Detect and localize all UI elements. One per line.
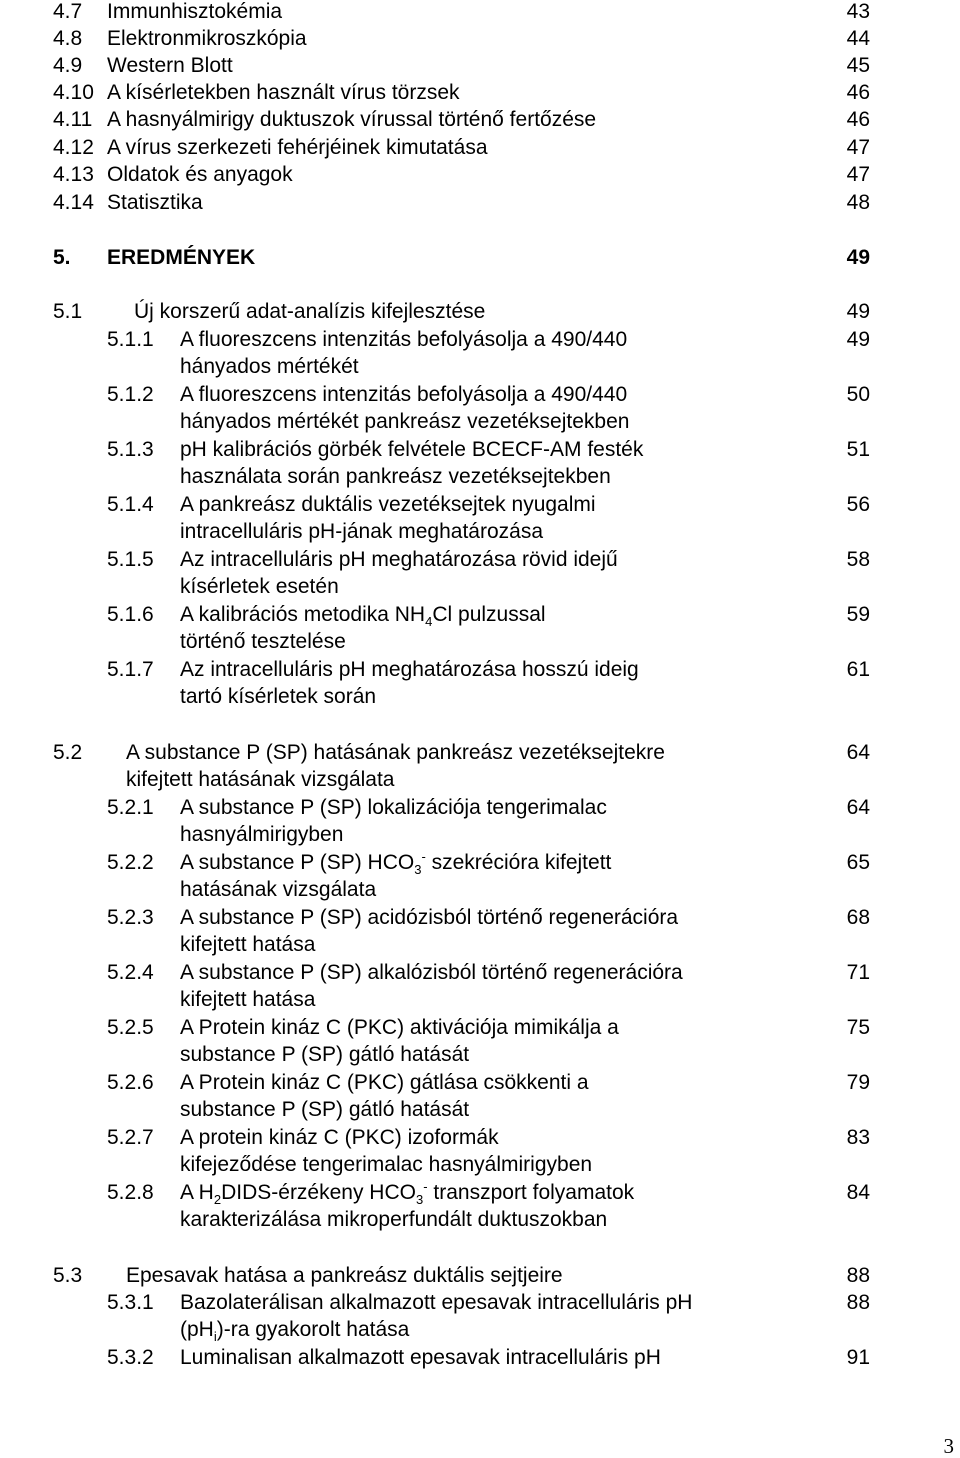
toc-title: Új korszerű adat-analízis kifejlesztése bbox=[134, 300, 486, 323]
toc-number: 4.13 bbox=[53, 163, 94, 186]
toc-entry-5-2-1 bbox=[0, 794, 960, 848]
superscript: - bbox=[423, 1179, 428, 1194]
toc-page: 44 bbox=[846, 27, 870, 50]
toc-page: 51 bbox=[846, 438, 870, 461]
toc-title-continued: karakterizálása mikroperfundált duktuszokban bbox=[180, 1208, 608, 1231]
toc-page: 47 bbox=[846, 136, 870, 159]
toc-page: 71 bbox=[846, 961, 870, 984]
toc-page: 47 bbox=[846, 163, 870, 186]
toc-page: 88 bbox=[846, 1264, 870, 1287]
toc-page: 68 bbox=[846, 906, 870, 929]
toc-title-continued: kifejtett hatása bbox=[180, 933, 316, 956]
toc-number: 5.3.1 bbox=[107, 1291, 154, 1314]
toc-title: Western Blott bbox=[107, 54, 233, 77]
toc-entry-5-3 bbox=[0, 1262, 960, 1289]
toc-page: 79 bbox=[846, 1071, 870, 1094]
toc-title-part: A H bbox=[180, 1181, 214, 1204]
toc-page: 49 bbox=[846, 328, 870, 351]
toc-title-continued: hatásának vizsgálata bbox=[180, 878, 377, 901]
toc-title: Statisztika bbox=[107, 191, 203, 214]
subscript: 2 bbox=[213, 1192, 222, 1208]
toc-number: 5.2.3 bbox=[107, 906, 154, 929]
toc-entry-5-3-2 bbox=[0, 1344, 960, 1371]
toc-title-continued: hasnyálmirigyben bbox=[180, 823, 344, 846]
toc-title-continued: tartó kísérletek során bbox=[180, 685, 377, 708]
toc-title-continued: történő tesztelése bbox=[180, 630, 346, 653]
toc-title: A substance P (SP) acidózisból történő regenerációra bbox=[180, 906, 679, 929]
toc-title: pH kalibrációs görbék felvétele BCECF-AM festék bbox=[180, 438, 644, 461]
toc-title bbox=[180, 1179, 634, 1206]
toc-number: 5.1.1 bbox=[107, 328, 154, 351]
toc-title: A vírus szerkezeti fehérjéinek kimutatása bbox=[107, 136, 488, 159]
toc-title-continued: hányados mértékét bbox=[180, 355, 359, 378]
toc-page: 49 bbox=[846, 246, 870, 269]
toc-entry-5-1-3 bbox=[0, 436, 960, 490]
toc-entry-4-7 bbox=[0, 0, 960, 25]
toc-entry-4-12 bbox=[0, 134, 960, 161]
toc-title: A protein kináz C (PKC) izoformák bbox=[180, 1126, 499, 1149]
toc-number: 4.11 bbox=[53, 108, 93, 131]
toc-title-continued: kísérletek esetén bbox=[180, 575, 339, 598]
toc-title-continued: kifejtett hatásának vizsgálata bbox=[126, 768, 395, 791]
toc-page: 75 bbox=[846, 1016, 870, 1039]
toc-entry-5-2 bbox=[0, 739, 960, 793]
superscript: - bbox=[421, 849, 426, 864]
toc-entry-4-13 bbox=[0, 161, 960, 188]
toc-entry-5-1-1 bbox=[0, 326, 960, 380]
toc-title: A substance P (SP) lokalizációja tengerimalac bbox=[180, 796, 607, 819]
toc-title-continued: substance P (SP) gátló hatását bbox=[180, 1098, 470, 1121]
toc-page: 88 bbox=[846, 1291, 870, 1314]
toc-page: 65 bbox=[846, 851, 870, 874]
toc-title: Az intracelluláris pH meghatározása rövid idejű bbox=[180, 548, 618, 571]
toc-title: A hasnyálmirigy duktuszok vírussal történő fertőzése bbox=[107, 108, 597, 131]
toc-entry-5-1-5 bbox=[0, 546, 960, 600]
toc-entry-4-14 bbox=[0, 189, 960, 216]
toc-page: 49 bbox=[846, 300, 870, 323]
toc-entry-5-1-4 bbox=[0, 491, 960, 545]
toc-entry-5-2-7 bbox=[0, 1124, 960, 1178]
toc-title: A substance P (SP) hatásának pankreász vezetéksejtekre bbox=[126, 741, 665, 764]
toc-page: 46 bbox=[846, 108, 870, 131]
toc-page: 43 bbox=[846, 0, 870, 23]
toc-title-part: Cl pulzussal bbox=[432, 603, 546, 626]
toc-title: Luminalisan alkalmazott epesavak intracelluláris pH bbox=[180, 1346, 661, 1369]
toc-title: Oldatok és anyagok bbox=[107, 163, 293, 186]
toc-title: A substance P (SP) alkalózisból történő regenerációra bbox=[180, 961, 683, 984]
toc-title: Az intracelluláris pH meghatározása hosszú ideig bbox=[180, 658, 639, 681]
toc-title bbox=[180, 849, 611, 876]
toc-title: Epesavak hatása a pankreász duktális sejtjeire bbox=[126, 1264, 563, 1287]
toc-entry-5-2-3 bbox=[0, 904, 960, 958]
toc-number: 5.1.5 bbox=[107, 548, 154, 571]
subscript: i bbox=[213, 1329, 217, 1345]
toc-title-part: DIDS-érzékeny HCO bbox=[221, 1181, 416, 1204]
toc-page: 56 bbox=[846, 493, 870, 516]
toc-title: EREDMÉNYEK bbox=[107, 246, 256, 269]
toc-page: 58 bbox=[846, 548, 870, 571]
toc-number: 5.3.2 bbox=[107, 1346, 154, 1369]
toc-number: 4.7 bbox=[53, 0, 83, 23]
toc-entry-5-2-8 bbox=[0, 1179, 960, 1233]
subscript: 3 bbox=[414, 862, 422, 878]
toc-entry-4-10 bbox=[0, 79, 960, 106]
toc-number: 5.1.3 bbox=[107, 438, 154, 461]
toc-title-part: )-ra gyakorolt hatása bbox=[216, 1318, 410, 1341]
toc-page: 46 bbox=[846, 81, 870, 104]
toc-page: 59 bbox=[846, 603, 870, 626]
toc-entry-5-2-5 bbox=[0, 1014, 960, 1068]
toc-title: A Protein kináz C (PKC) gátlása csökkenti a bbox=[180, 1071, 589, 1094]
subscript: 3 bbox=[415, 1192, 424, 1208]
toc-number: 5.2.1 bbox=[107, 796, 154, 819]
toc-number: 5.2.2 bbox=[107, 851, 154, 874]
toc-entry-5-1-7 bbox=[0, 656, 960, 710]
toc-title-continued: substance P (SP) gátló hatását bbox=[180, 1043, 470, 1066]
toc-number: 5.2.7 bbox=[107, 1126, 154, 1149]
toc-title-part: A substance P (SP) HCO bbox=[180, 851, 415, 874]
toc-page: 48 bbox=[846, 191, 870, 214]
toc-title bbox=[180, 601, 546, 628]
toc-title-continued: használata során pankreász vezetéksejtekben bbox=[180, 465, 611, 488]
toc-number: 4.9 bbox=[53, 54, 83, 77]
toc-title: A fluoreszcens intenzitás befolyásolja a 490/440 bbox=[180, 328, 628, 351]
toc-title-part: szekrécióra kifejtett bbox=[425, 851, 612, 874]
toc-number: 5.1.4 bbox=[107, 493, 154, 516]
toc-entry-4-11 bbox=[0, 106, 960, 133]
toc-title: A Protein kináz C (PKC) aktivációja mimikálja a bbox=[180, 1016, 619, 1039]
toc-number: 5.1.6 bbox=[107, 603, 154, 626]
toc-title-continued: kifejeződése tengerimalac hasnyálmirigyben bbox=[180, 1153, 593, 1176]
toc-title-continued: hányados mértékét pankreász vezetéksejtekben bbox=[180, 410, 630, 433]
toc-number: 5.2.6 bbox=[107, 1071, 154, 1094]
toc-title-part: transzport folyamatok bbox=[427, 1181, 635, 1204]
toc-number: 4.8 bbox=[53, 27, 83, 50]
toc-number: 4.14 bbox=[53, 191, 94, 214]
toc-entry-5-2-6 bbox=[0, 1069, 960, 1123]
toc-chapter-5 bbox=[0, 244, 960, 271]
toc-number: 5.3 bbox=[53, 1264, 83, 1287]
toc-title: A fluoreszcens intenzitás befolyásolja a 490/440 bbox=[180, 383, 628, 406]
toc-title: A kísérletekben használt vírus törzsek bbox=[107, 81, 460, 104]
toc-entry-5-3-1 bbox=[0, 1289, 960, 1343]
toc-entry-5-2-4 bbox=[0, 959, 960, 1013]
toc-title-continued: intracelluláris pH-jának meghatározása bbox=[180, 520, 544, 543]
toc-page: 91 bbox=[846, 1346, 870, 1369]
toc-entry-5-2-2 bbox=[0, 849, 960, 903]
toc-number: 5.1 bbox=[53, 300, 83, 323]
toc-title: A pankreász duktális vezetéksejtek nyugalmi bbox=[180, 493, 596, 516]
toc-number: 4.12 bbox=[53, 136, 94, 159]
toc-page: 64 bbox=[846, 796, 870, 819]
toc-entry-4-9 bbox=[0, 52, 960, 79]
toc-number: 5.2.5 bbox=[107, 1016, 154, 1039]
page-number: 3 bbox=[943, 1434, 954, 1458]
toc-page: 61 bbox=[846, 658, 870, 681]
toc-page: 64 bbox=[846, 741, 870, 764]
subscript: 4 bbox=[425, 614, 433, 630]
toc-entry-4-8 bbox=[0, 25, 960, 52]
toc-number: 4.10 bbox=[53, 81, 94, 104]
toc-title-part: (pH bbox=[180, 1318, 214, 1341]
toc-title: Bazolaterálisan alkalmazott epesavak intracelluláris pH bbox=[180, 1291, 693, 1314]
toc-page: 45 bbox=[846, 54, 870, 77]
toc-number: 5.2 bbox=[53, 741, 83, 764]
toc-number: 5.1.7 bbox=[107, 658, 154, 681]
toc-entry-5-1 bbox=[0, 298, 960, 325]
toc-number: 5.1.2 bbox=[107, 383, 154, 406]
toc-title: Elektronmikroszkópia bbox=[107, 27, 307, 50]
toc-number: 5. bbox=[53, 246, 71, 269]
toc-title-part: A kalibrációs metodika NH bbox=[180, 603, 426, 626]
toc-title-continued: kifejtett hatása bbox=[180, 988, 316, 1011]
toc-title-continued bbox=[180, 1316, 409, 1343]
toc-entry-5-1-2 bbox=[0, 381, 960, 435]
toc-number: 5.2.4 bbox=[107, 961, 154, 984]
toc-page: 83 bbox=[846, 1126, 870, 1149]
toc-page: 84 bbox=[846, 1181, 870, 1204]
toc-title: Immunhisztokémia bbox=[107, 0, 283, 23]
toc-page: 50 bbox=[846, 383, 870, 406]
toc-entry-5-1-6 bbox=[0, 601, 960, 655]
toc-number: 5.2.8 bbox=[107, 1181, 154, 1204]
